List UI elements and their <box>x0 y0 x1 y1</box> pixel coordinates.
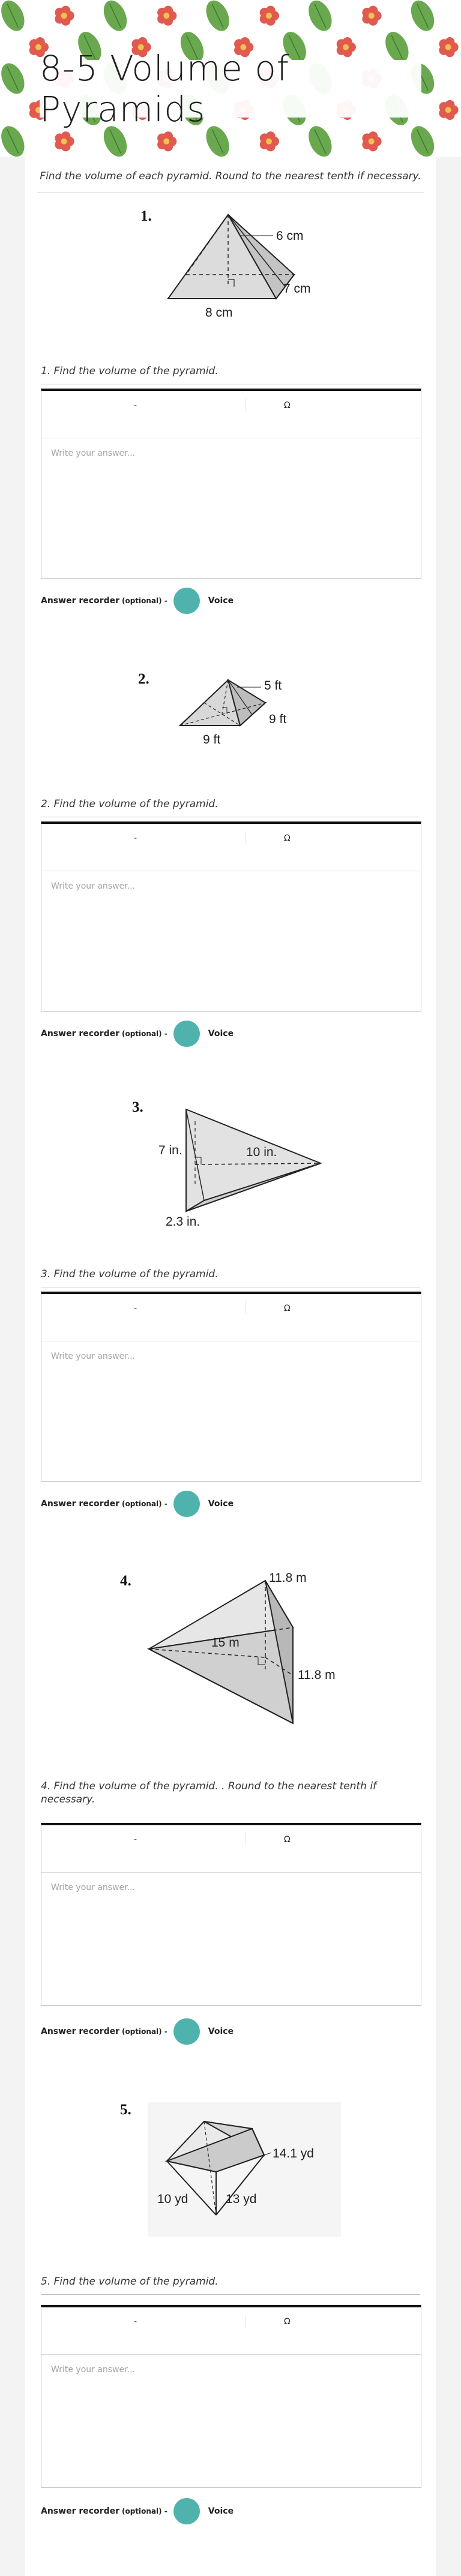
answer-recorder <box>41 2498 234 2524</box>
answer-input[interactable]: Write your answer... <box>51 1352 135 1361</box>
omega-symbol-button[interactable]: Ω <box>284 1304 291 1313</box>
answer-recorder <box>41 1021 234 1047</box>
answer-box-5[interactable] <box>41 2305 421 2488</box>
flower-icon <box>362 131 381 151</box>
recorder-optional-label: (optional) - <box>121 1030 167 1038</box>
page-title: 8-5 Volume of Pyramids <box>40 48 290 130</box>
omega-symbol-button[interactable]: Ω <box>284 833 291 843</box>
edge-label-top: 11.8 m <box>269 1571 307 1585</box>
leaf-icon <box>406 0 439 35</box>
title-card <box>40 48 421 130</box>
editor-toolbar <box>41 824 421 871</box>
omega-symbol-button[interactable]: Ω <box>284 401 291 410</box>
answer-box-4[interactable] <box>41 1823 421 2006</box>
figure-3-triangular-pyramid <box>120 1091 336 1235</box>
voice-record-button[interactable] <box>173 1021 200 1047</box>
flower-icon <box>157 6 176 26</box>
leaf-icon <box>99 0 131 35</box>
voice-record-button[interactable] <box>173 2498 200 2524</box>
editor-toolbar <box>41 2307 421 2355</box>
recorder-label: Answer recorder <box>41 2506 119 2516</box>
dash-button[interactable]: - <box>134 401 137 410</box>
question-3-prompt: 3. Find the volume of the pyramid. <box>41 1268 218 1280</box>
omega-symbol-button[interactable]: Ω <box>284 1835 291 1844</box>
flower-icon <box>439 100 458 120</box>
answer-input[interactable]: Write your answer... <box>51 881 135 891</box>
recorder-optional-label: (optional) - <box>121 1500 167 1508</box>
flower-icon <box>439 37 458 57</box>
slant-height-label: 6 cm <box>276 229 304 243</box>
voice-record-button[interactable] <box>173 588 200 614</box>
base-width-label: 7 cm <box>283 282 311 296</box>
recorder-label: Answer recorder <box>41 596 119 606</box>
figure-1-square-pyramid <box>132 203 336 323</box>
figure-2-square-pyramid <box>132 666 336 768</box>
answer-box-3[interactable] <box>41 1292 421 1482</box>
question-2-prompt: 2. Find the volume of the pyramid. <box>41 798 218 810</box>
question-5-prompt: 5. Find the volume of the pyramid. <box>41 2276 218 2288</box>
voice-label: Voice <box>208 2027 234 2036</box>
figure-5-square-pyramid <box>114 2095 348 2239</box>
figure-number: 2. <box>138 671 149 687</box>
recorder-label: Answer recorder <box>41 2027 119 2036</box>
recorder-label: Answer recorder <box>41 1499 119 1509</box>
answer-input[interactable]: Write your answer... <box>51 449 135 458</box>
figure-number: 5. <box>120 2102 131 2118</box>
voice-label: Voice <box>208 1499 234 1509</box>
voice-label: Voice <box>208 1029 234 1039</box>
base-edge-label-right: 13 yd <box>226 2192 257 2206</box>
edge-label-side: 11.8 m <box>298 1668 336 1682</box>
leaf-icon <box>0 0 29 35</box>
answer-recorder <box>41 2018 234 2045</box>
length-label: 10 in. <box>246 1145 277 1159</box>
leaf-icon <box>304 0 337 35</box>
answer-recorder <box>41 1491 234 1517</box>
voice-label: Voice <box>208 596 234 606</box>
dash-button[interactable]: - <box>134 2317 137 2327</box>
base-length-label: 9 ft <box>203 733 221 747</box>
flower-icon <box>157 131 176 151</box>
figure-4-triangular-pyramid <box>114 1567 372 1729</box>
base-width-label: 9 ft <box>269 712 287 726</box>
recorder-optional-label: (optional) - <box>121 2507 167 2515</box>
base-edge-label-left: 10 yd <box>157 2192 188 2206</box>
editor-toolbar <box>41 1825 421 1873</box>
answer-input[interactable]: Write your answer... <box>51 1883 135 1892</box>
question-4-prompt: 4. Find the volume of the pyramid. . Round to the nearest tenth if necessary. <box>41 1780 377 1805</box>
flower-icon <box>55 6 74 26</box>
flower-icon <box>362 6 381 26</box>
leaf-icon <box>0 122 29 157</box>
divider <box>41 2294 420 2295</box>
flower-icon <box>55 131 74 151</box>
leaf-icon <box>0 59 29 97</box>
recorder-optional-label: (optional) - <box>121 597 167 605</box>
leaf-icon <box>202 0 234 35</box>
slant-label: 15 m <box>211 1636 240 1650</box>
question-1-prompt: 1. Find the volume of the pyramid. <box>41 365 218 377</box>
base-length-label: 8 cm <box>205 306 233 320</box>
height-label: 7 in. <box>158 1143 182 1157</box>
figure-number: 3. <box>132 1099 143 1115</box>
flower-icon <box>260 6 279 26</box>
header-banner <box>0 0 461 157</box>
width-label: 2.3 in. <box>166 1215 200 1229</box>
answer-box-2[interactable] <box>41 821 421 1012</box>
dash-button[interactable]: - <box>134 833 137 843</box>
dash-button[interactable]: - <box>134 1835 137 1844</box>
voice-record-button[interactable] <box>173 1491 200 1517</box>
slant-height-label: 5 ft <box>264 679 282 693</box>
editor-toolbar <box>41 391 421 438</box>
answer-recorder <box>41 588 234 614</box>
slant-height-label: 14.1 yd <box>273 2147 314 2160</box>
editor-toolbar <box>41 1294 421 1341</box>
voice-label: Voice <box>208 2506 234 2516</box>
omega-symbol-button[interactable]: Ω <box>284 2317 291 2327</box>
figure-number: 4. <box>120 1573 131 1589</box>
answer-input[interactable]: Write your answer... <box>51 2365 135 2375</box>
flower-icon <box>260 131 279 151</box>
recorder-optional-label: (optional) - <box>121 2027 167 2036</box>
recorder-label: Answer recorder <box>41 1029 119 1039</box>
figure-number: 1. <box>140 208 152 224</box>
voice-record-button[interactable] <box>173 2018 200 2045</box>
answer-box-1[interactable] <box>41 389 421 579</box>
dash-button[interactable]: - <box>134 1304 137 1313</box>
instructions: Find the volume of each pyramid. Round to the nearest tenth if necessary. <box>40 170 421 182</box>
